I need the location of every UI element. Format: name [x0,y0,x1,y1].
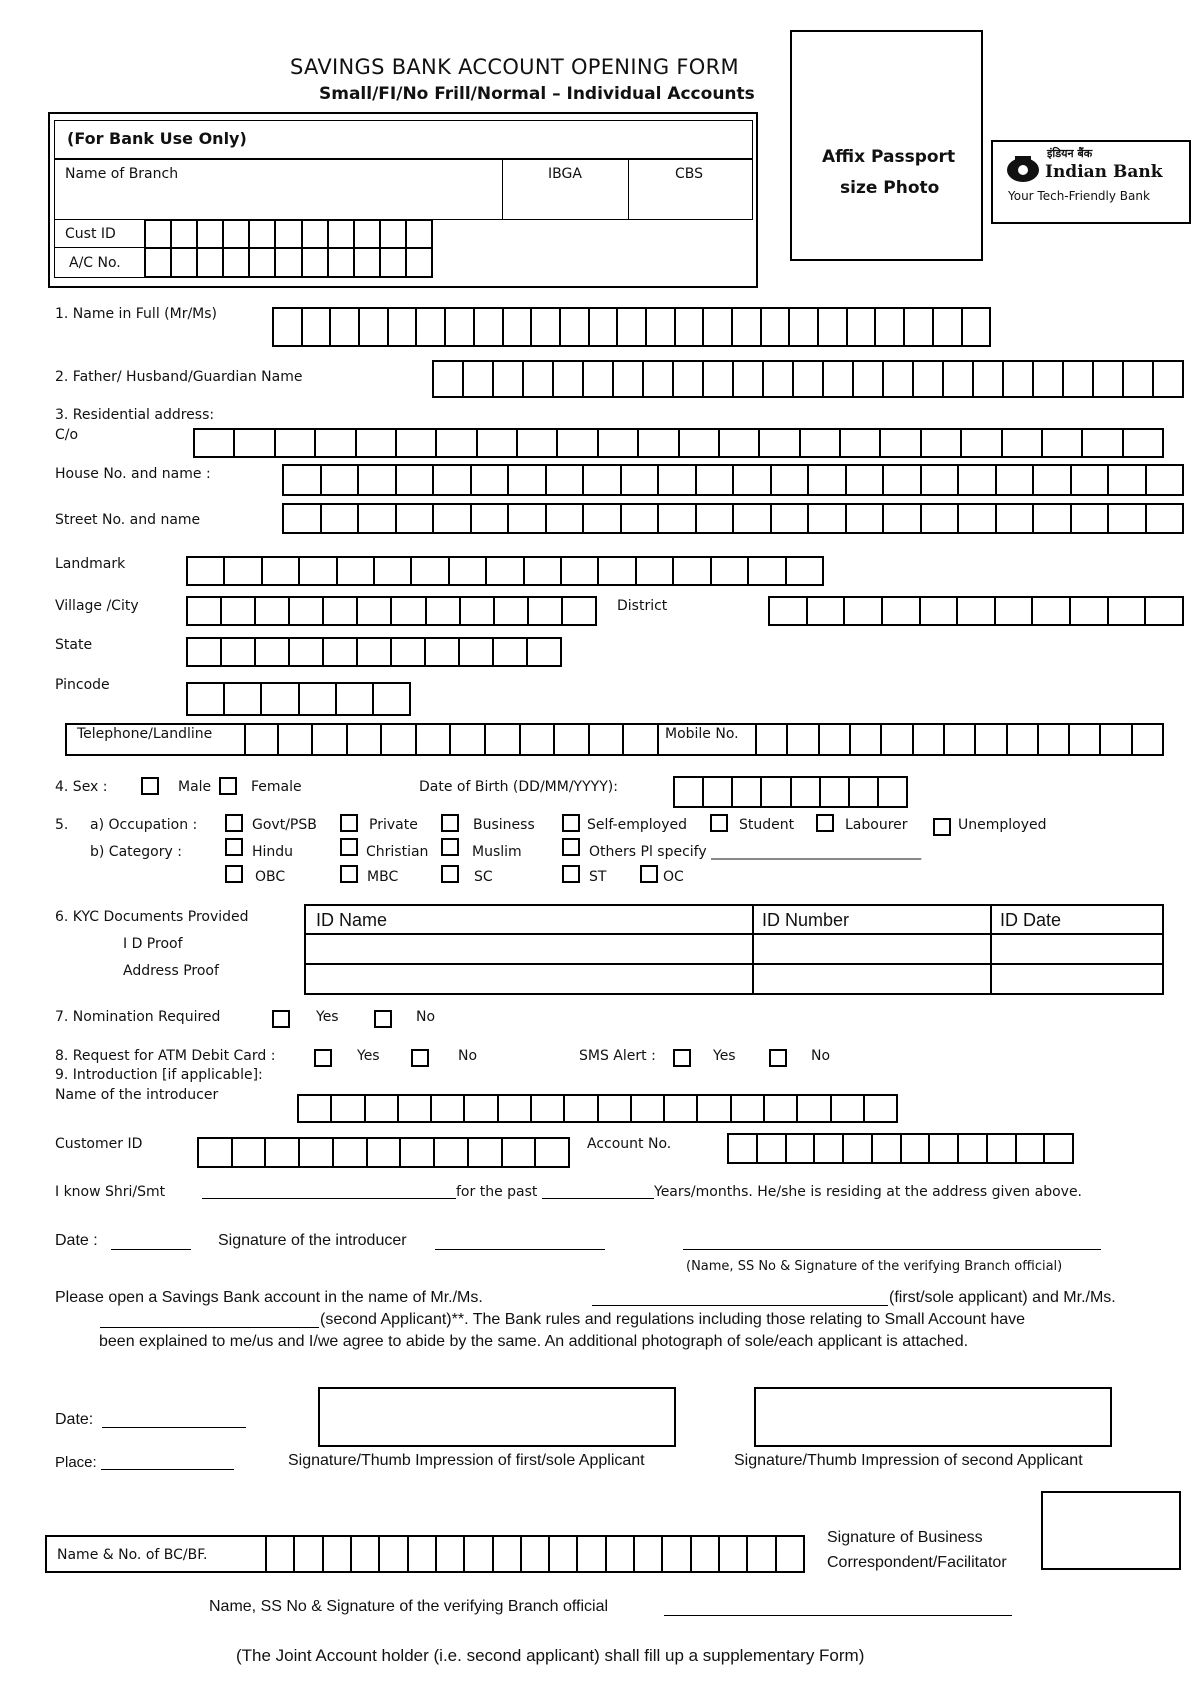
occ-unemployed-checkbox[interactable] [933,818,951,836]
first-applicant-signature-label: Signature/Thumb Impression of first/sole Applicant [288,1452,645,1469]
bc-signature-box[interactable] [1041,1491,1181,1570]
ac-no-label-cell [54,247,146,278]
kyc-col-id-date: ID Date [1000,910,1062,930]
cbs-label: CBS [675,166,704,182]
intro-date-line[interactable] [111,1249,191,1250]
cust-id-label: Cust ID [65,226,116,242]
telephone-boxes[interactable] [244,723,659,756]
customer-id-boxes[interactable] [197,1137,570,1168]
state-label: State [55,637,93,653]
house-boxes[interactable] [282,464,1184,496]
intro-signature-label: Signature of the introducer [218,1232,407,1249]
footer-note: (The Joint Account holder (i.e. second applicant) shall fill up a supplementary Form) [236,1646,865,1665]
photo-label-1: Affix Passport [822,147,956,167]
name-full-boxes[interactable] [272,307,991,347]
sms-alert-label: SMS Alert : [579,1048,656,1064]
telephone-label: Telephone/Landline [77,726,213,742]
female-label: Female [251,779,302,795]
logo-tagline: Your Tech-Friendly Bank [1008,189,1150,203]
branch-label: Name of Branch [65,166,179,182]
second-applicant-line[interactable] [100,1327,319,1328]
cat-oc-checkbox[interactable] [640,865,658,883]
nomination-yes-checkbox[interactable] [272,1010,290,1028]
sign-date-line[interactable] [102,1427,246,1428]
declaration-p3: (second Applicant)**. The Bank rules and regulations including those relating to Small Account have [320,1311,1026,1328]
village-boxes[interactable] [186,596,597,626]
atm-no-label: No [458,1048,478,1064]
atm-yes-checkbox[interactable] [314,1049,332,1067]
house-label: House No. and name : [55,466,211,482]
cat-obc-checkbox[interactable] [225,865,243,883]
cat-st-checkbox[interactable] [562,865,580,883]
father-name-boxes[interactable] [432,360,1184,398]
nomination-label: 7. Nomination Required [55,1009,221,1025]
sign-date-label: Date: [55,1411,94,1428]
street-label: Street No. and name [55,512,201,528]
cat-muslim-checkbox[interactable] [441,838,459,856]
pincode-label: Pincode [55,677,110,693]
years-line[interactable] [542,1198,654,1199]
cat-muslim-label: Muslim [472,844,522,860]
occ-private-checkbox[interactable] [340,814,358,832]
address-proof-label: Address Proof [123,963,219,979]
declaration-p4: been explained to me/us and I/we agree to abide by the same. An additional photograph of sole/each applicant is attached. [99,1333,969,1350]
cat-st-label: ST [589,869,607,885]
landmark-label: Landmark [55,556,126,572]
cat-christian-checkbox[interactable] [340,838,358,856]
cat-obc-label: OBC [255,869,286,885]
kyc-col-id-name: ID Name [316,910,388,930]
customer-id-label: Customer ID [55,1136,143,1152]
id-proof-label: I D Proof [123,936,183,952]
sms-yes-checkbox[interactable] [673,1049,691,1067]
introducer-name-label: Name of the introducer [55,1087,219,1103]
nomination-yes-label: Yes [316,1009,339,1025]
kyc-label: 6. KYC Documents Provided [55,909,249,925]
atm-yes-label: Yes [357,1048,380,1064]
bc-boxes[interactable] [265,1535,805,1573]
cat-hindu-checkbox[interactable] [225,838,243,856]
bank-logo [991,140,1191,224]
first-applicant-signature-box[interactable] [318,1387,676,1447]
cat-others-checkbox[interactable] [562,838,580,856]
occ-business-label: Business [473,817,535,833]
intro-signature-line[interactable] [435,1249,605,1250]
second-applicant-signature-label: Signature/Thumb Impression of second Applicant [734,1452,1083,1469]
landmark-boxes[interactable] [186,556,824,586]
form-title: SAVINGS BANK ACCOUNT OPENING FORM [290,55,739,79]
account-no-label: Account No. [587,1136,672,1152]
bc-signature-label-2: Correspondent/Facilitator [827,1554,1007,1571]
district-boxes[interactable] [768,596,1184,626]
address-proof-name-cell[interactable] [308,965,750,991]
bc-label: Name & No. of BC/BF. [57,1547,208,1563]
intro-date-label: Date : [55,1232,98,1249]
district-label: District [617,598,668,614]
declaration-p1: Please open a Savings Bank account in the name of Mr./Ms. [55,1289,483,1306]
occ-selfemployed-label: Self-employed [587,817,687,833]
bc-signature-label-1: Signature of Business [827,1529,983,1546]
cat-hindu-label: Hindu [252,844,294,860]
occ-student-label: Student [739,817,795,833]
sign-place-line[interactable] [101,1469,234,1470]
years-label: Years/months. He/she is residing at the address given above. [654,1184,1083,1200]
kyc-col-id-number: ID Number [762,910,850,930]
cat-oc-label: OC [663,869,684,885]
occ-selfemployed-checkbox[interactable] [562,814,580,832]
know-shri-label: I know Shri/Smt [55,1184,166,1200]
sex-label: 4. Sex : [55,779,108,795]
bank-emblem-icon [1005,152,1041,184]
ac-no-boxes[interactable] [144,247,433,278]
sms-no-checkbox[interactable] [769,1049,787,1067]
first-applicant-line[interactable] [592,1305,888,1306]
cust-id-label-cell [54,219,146,248]
bank-use-title: (For Bank Use Only) [67,129,247,148]
occupation-num: 5. [55,817,69,833]
occ-student-checkbox[interactable] [710,814,728,832]
occupation-label: a) Occupation : [90,817,198,833]
cust-id-boxes[interactable] [144,219,433,249]
sms-no-label: No [811,1048,831,1064]
photo-box [790,30,983,261]
account-no-boxes[interactable] [727,1133,1074,1164]
bc-label-cell [45,1535,267,1573]
category-label: b) Category : [90,844,182,860]
cat-mbc-label: MBC [367,869,399,885]
for-past-label: for the past [456,1184,538,1200]
ac-no-label: A/C No. [69,255,121,271]
cat-sc-label: SC [474,869,493,885]
male-checkbox[interactable] [141,777,159,795]
occ-govt-checkbox[interactable] [225,814,243,832]
form-subtitle: Small/FI/No Frill/Normal – Individual Accounts [319,84,755,104]
mobile-boxes[interactable] [755,723,1164,756]
father-name-label: 2. Father/ Husband/Guardian Name [55,369,303,385]
sign-place-label: Place: [55,1454,97,1471]
cat-sc-checkbox[interactable] [441,865,459,883]
official-label: (Name, SS No & Signature of the verifying Branch official) [686,1259,1063,1274]
name-full-label: 1. Name in Full (Mr/Ms) [55,306,218,322]
sms-yes-label: Yes [713,1048,736,1064]
atm-no-checkbox[interactable] [411,1049,429,1067]
bank-use-title-row [54,120,753,160]
id-proof-name-cell[interactable] [308,935,750,961]
street-boxes[interactable] [282,503,1184,534]
declaration-p2: (first/sole applicant) and Mr./Ms. [889,1289,1116,1306]
cat-mbc-checkbox[interactable] [340,865,358,883]
state-boxes[interactable] [186,637,562,667]
occ-business-checkbox[interactable] [441,814,459,832]
ibga-label: IBGA [548,166,582,182]
nomination-no-label: No [416,1009,436,1025]
introduction-label: 9. Introduction [if applicable]: [55,1067,263,1083]
residential-label: 3. Residential address: [55,407,215,423]
pincode-boxes[interactable] [186,682,411,716]
nomination-no-checkbox[interactable] [374,1010,392,1028]
second-applicant-signature-box[interactable] [754,1387,1112,1447]
branch-row [54,158,753,220]
co-boxes[interactable] [193,428,1164,458]
occ-labourer-label: Labourer [845,817,908,833]
mobile-label: Mobile No. [665,726,739,742]
introducer-name-boxes[interactable] [297,1094,898,1123]
occ-unemployed-label: Unemployed [958,817,1047,833]
photo-label-2: size Photo [840,178,940,198]
co-label: C/o [55,427,79,443]
logo-name: Indian Bank [1045,162,1163,182]
female-checkbox[interactable] [219,777,237,795]
occ-govt-label: Govt/PSB [252,817,317,833]
occ-labourer-checkbox[interactable] [816,814,834,832]
cat-christian-label: Christian [366,844,429,860]
official-line[interactable] [683,1249,1101,1250]
male-label: Male [178,779,212,795]
logo-hindi: इंडियन बैंक [1047,147,1093,160]
kyc-table [304,904,1164,995]
occ-private-label: Private [369,817,418,833]
footer-official-line[interactable] [664,1615,1012,1616]
footer-official-label: Name, SS No & Signature of the verifying Branch official [209,1598,609,1615]
dob-boxes[interactable] [673,776,908,808]
dob-label: Date of Birth (DD/MM/YYYY): [419,779,618,795]
village-label: Village /City [55,598,139,614]
know-shri-line[interactable] [202,1198,456,1199]
cat-others-label: Others Pl specify ______________________________ [589,844,922,860]
atm-label: 8. Request for ATM Debit Card : [55,1048,276,1064]
